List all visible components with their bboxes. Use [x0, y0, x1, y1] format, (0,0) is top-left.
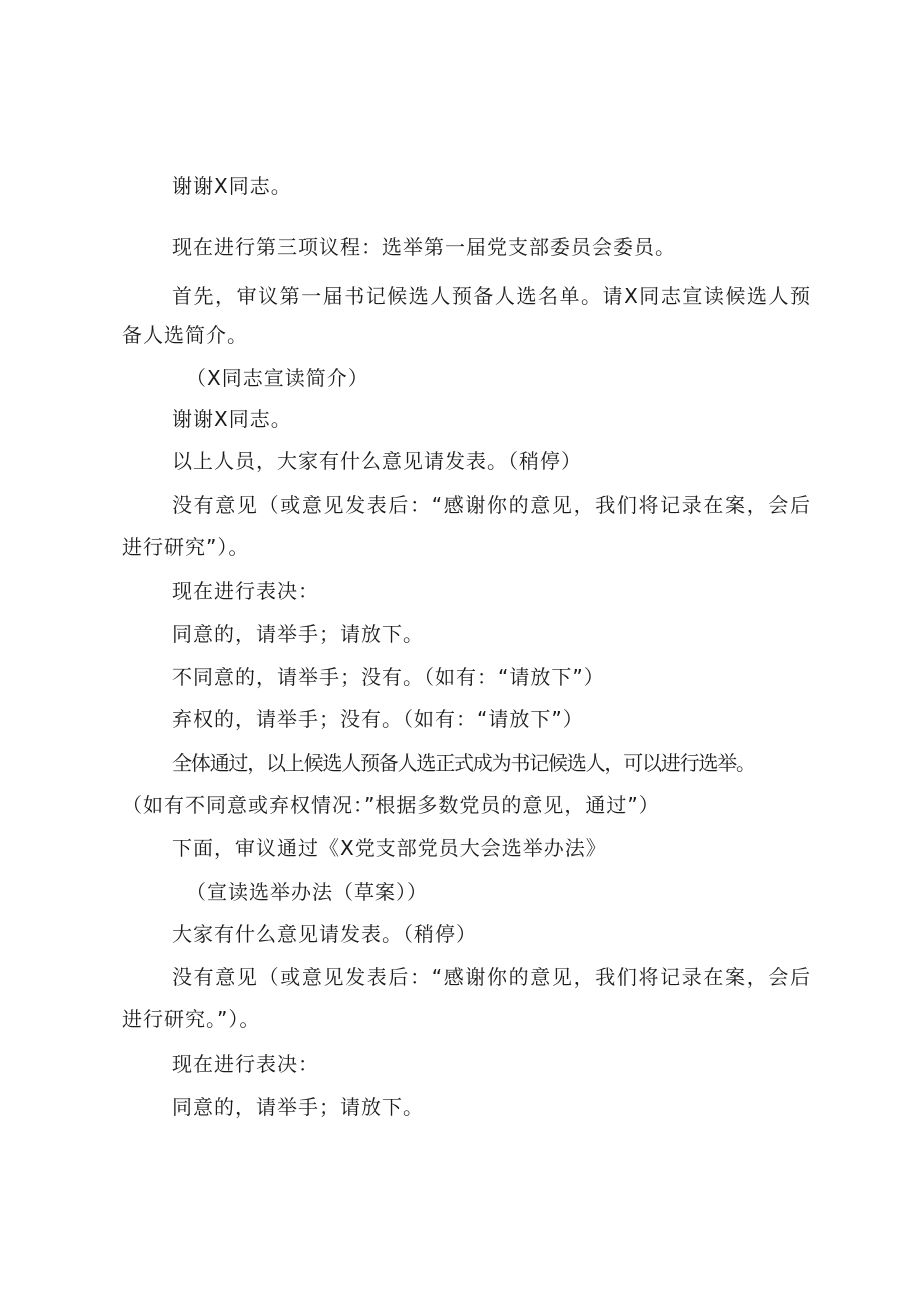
paragraph-review-list: 首先，审议第一届书记候选人预备人选名单。请X同志宣读候选人预 — [172, 284, 810, 308]
paragraph-no-opinion-1-cont: 进行研究”）。 — [122, 535, 250, 559]
paragraph-disagree: 不同意的，请举手；没有。（如有：“请放下”） — [172, 665, 605, 689]
paragraph-agenda-item-3: 现在进行第三项议程：选举第一届党支部委员会委员。 — [172, 235, 676, 259]
paragraph-objection-note: （如有不同意或弃权情况：”根据多数党员的意见，通过”） — [122, 793, 660, 817]
paragraph-all-passed: 全体通过，以上候选人预备人选正式成为书记候选人，可以进行选举。 — [172, 751, 755, 775]
paragraph-no-opinion-1: 没有意见（或意见发表后：“感谢你的意见，我们将记录在案，会后 — [172, 493, 810, 517]
paragraph-thanks-1: 谢谢X同志。 — [172, 174, 292, 198]
paragraph-no-opinion-2-cont: 进行研究。”）。 — [122, 1007, 261, 1031]
paragraph-vote-2: 现在进行表决： — [172, 1052, 319, 1076]
paragraph-agree-1: 同意的，请举手；请放下。 — [172, 622, 424, 646]
paragraph-no-opinion-2: 没有意见（或意见发表后：“感谢你的意见，我们将记录在案，会后 — [172, 965, 810, 989]
paragraph-thanks-2: 谢谢X同志。 — [172, 407, 292, 431]
paragraph-review-list-cont: 备人选简介。 — [122, 323, 248, 347]
paragraph-opinions-2: 大家有什么意见请发表。（稍停） — [172, 922, 477, 946]
paragraph-vote-1: 现在进行表决： — [172, 579, 319, 603]
paragraph-read-method-note: （宣读选举办法（草案）） — [186, 880, 428, 904]
paragraph-agree-2: 同意的，请举手；请放下。 — [172, 1095, 424, 1119]
paragraph-opinions-1: 以上人员，大家有什么意见请发表。（稍停） — [172, 449, 582, 473]
paragraph-review-method: 下面，审议通过《X党支部党员大会选举办法》 — [172, 836, 607, 860]
paragraph-read-intro-note: （X同志宣读简介） — [186, 366, 369, 390]
paragraph-abstain: 弃权的，请举手；没有。（如有：“请放下”） — [172, 707, 584, 731]
